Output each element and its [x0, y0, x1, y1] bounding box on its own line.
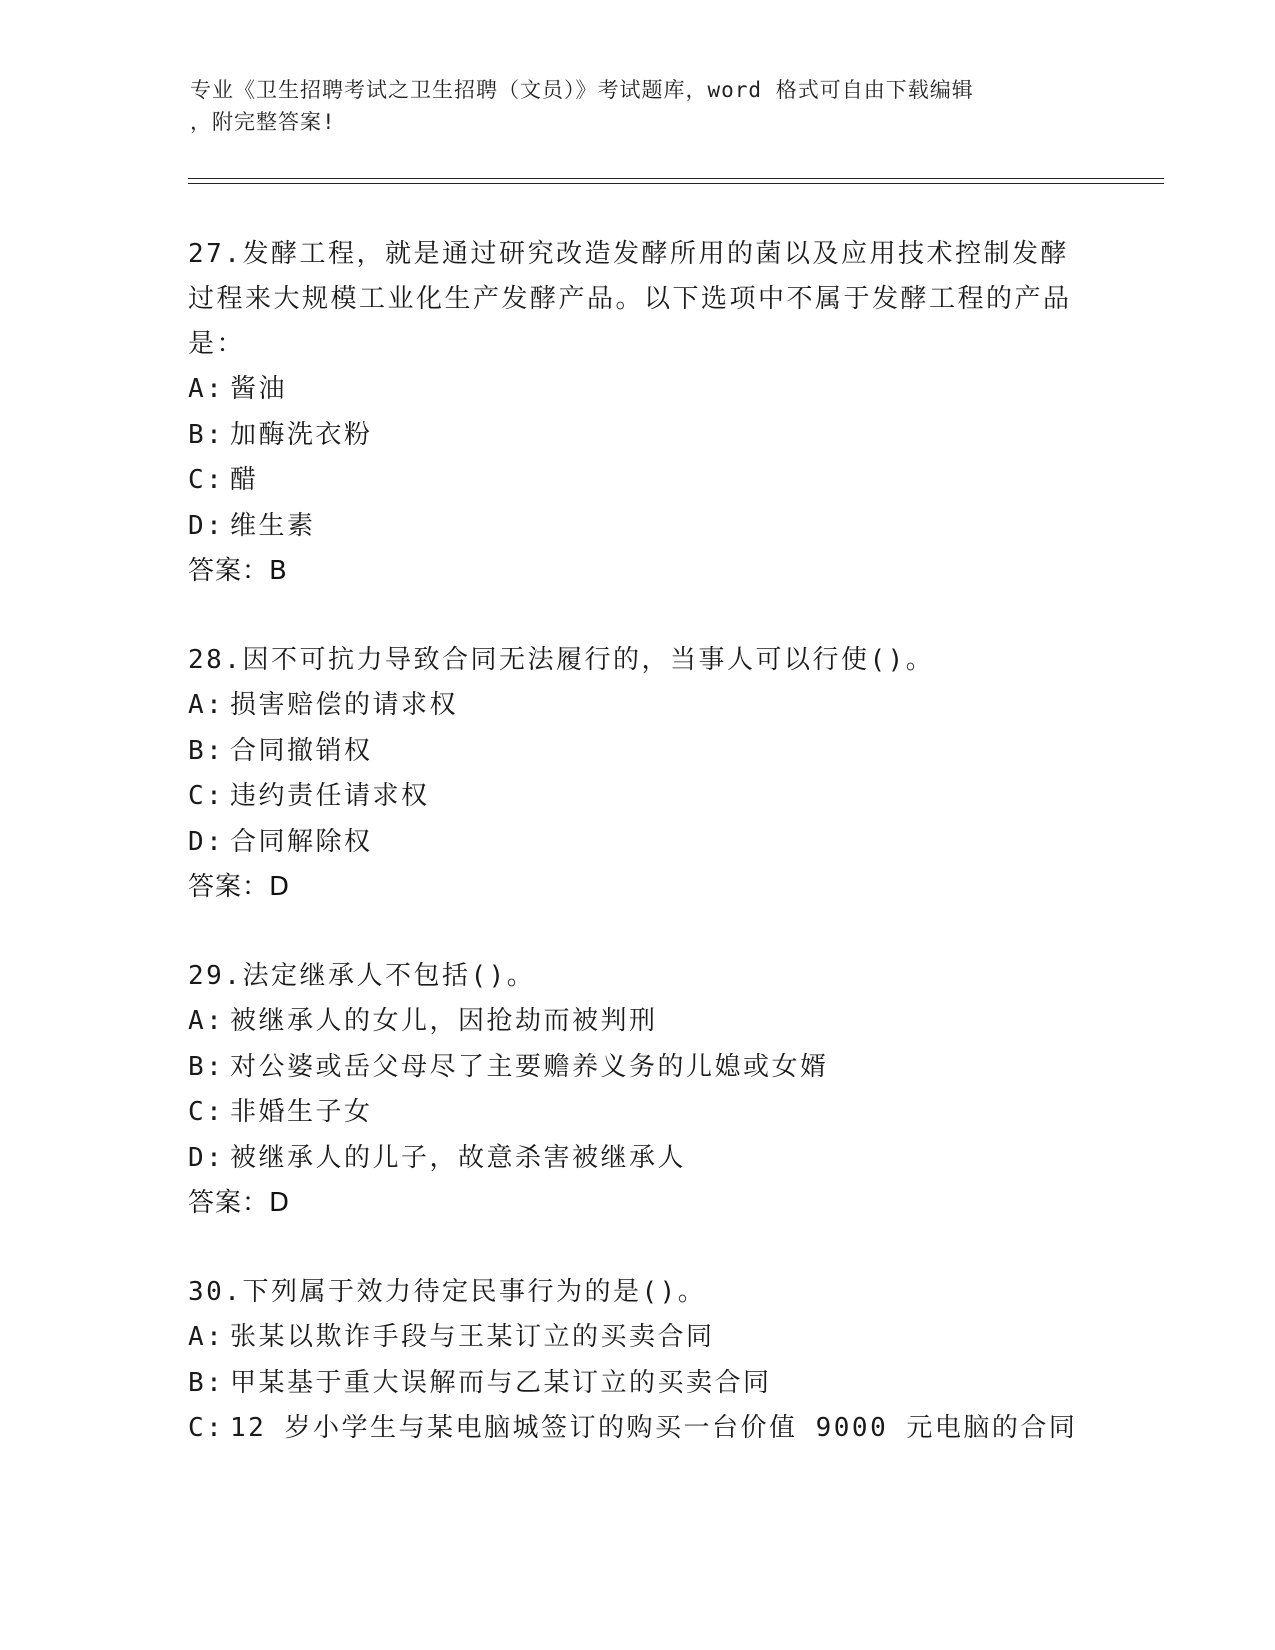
option-text: 被继承人的女儿，因抢劫而被判刑 — [230, 1006, 658, 1036]
option-text: 被继承人的儿子，故意杀害被继承人 — [230, 1142, 687, 1173]
answer-line: 答案：D — [188, 872, 291, 902]
option-d — [188, 1136, 1088, 1182]
option-text: 对公婆或岳父母尽了主要赡养义务的儿媳或女婿 — [230, 1051, 829, 1082]
option-a — [188, 999, 1088, 1045]
option-c — [188, 1090, 1088, 1136]
option-text: 甲某基于重大误解而与乙某订立的买卖合同 — [230, 1367, 772, 1398]
option-text: 张某以欺诈手段与王某订立的买卖合同 — [230, 1322, 715, 1352]
option-letter: B: — [188, 1367, 225, 1398]
option-b — [188, 1045, 1088, 1091]
question-27 — [188, 232, 1088, 594]
answer-line: 答案：D — [188, 1188, 291, 1218]
question-text: 29.法定继承人不包括()。 — [188, 961, 536, 991]
option-letter: A: — [188, 1006, 225, 1036]
option-text: 损害赔偿的请求权 — [230, 690, 459, 720]
question-list — [188, 232, 1088, 1496]
answer-line: 答案：B — [188, 556, 288, 586]
option-letter: B: — [188, 419, 225, 450]
option-d — [188, 820, 1088, 866]
header-divider-top — [188, 178, 1164, 179]
option-b — [188, 729, 1088, 775]
option-letter: C: — [188, 465, 225, 495]
option-letter: B: — [188, 1051, 225, 1082]
question-29 — [188, 954, 1088, 1226]
option-c — [188, 1406, 1088, 1452]
option-letter: C: — [188, 1413, 225, 1443]
question-28 — [188, 638, 1088, 910]
question-text: 28.因不可抗力导致合同无法履行的，当事人可以行使()。 — [188, 645, 935, 675]
option-text: 合同撤销权 — [230, 735, 373, 766]
question-30 — [188, 1270, 1088, 1452]
option-c — [188, 458, 1088, 504]
option-letter: A: — [188, 1322, 225, 1352]
header-divider-bottom — [188, 183, 1164, 184]
option-text: 违约责任请求权 — [230, 781, 430, 811]
option-d — [188, 504, 1088, 550]
option-b — [188, 1361, 1088, 1407]
option-text: 醋 — [230, 465, 259, 495]
option-text: 加酶洗衣粉 — [230, 419, 373, 450]
option-a — [188, 683, 1088, 729]
option-letter: D: — [188, 826, 225, 857]
option-a — [188, 1315, 1088, 1361]
option-letter: A: — [188, 690, 225, 720]
option-letter: C: — [188, 781, 225, 811]
option-text: 酱油 — [230, 374, 288, 404]
option-text: 合同解除权 — [230, 826, 373, 857]
option-letter: A: — [188, 374, 225, 404]
option-text: 非婚生子女 — [230, 1097, 373, 1127]
option-text: 12 岁小学生与某电脑城签订的购买一台价值 9000 元电脑的合同 — [230, 1413, 1078, 1443]
option-c — [188, 774, 1088, 820]
option-letter: D: — [188, 1142, 225, 1173]
option-a — [188, 367, 1088, 413]
option-letter: D: — [188, 510, 225, 541]
document-header — [190, 74, 1080, 138]
question-text: 30.下列属于效力待定民事行为的是()。 — [188, 1277, 707, 1307]
header-line-2: ，附完整答案! — [190, 110, 336, 134]
header-line-1: 专业《卫生招聘考试之卫生招聘（文员）》考试题库，word 格式可自由下载编辑 — [190, 78, 974, 102]
option-letter: C: — [188, 1097, 225, 1127]
option-letter: B: — [188, 735, 225, 766]
option-b — [188, 413, 1088, 459]
question-text: 27.发酵工程，就是通过研究改造发酵所用的菌以及应用技术控制发酵过程来大规模工业化生产发酵产品。以下选项中不属于发酵工程的产品是： — [188, 239, 1072, 359]
option-text: 维生素 — [230, 510, 316, 541]
